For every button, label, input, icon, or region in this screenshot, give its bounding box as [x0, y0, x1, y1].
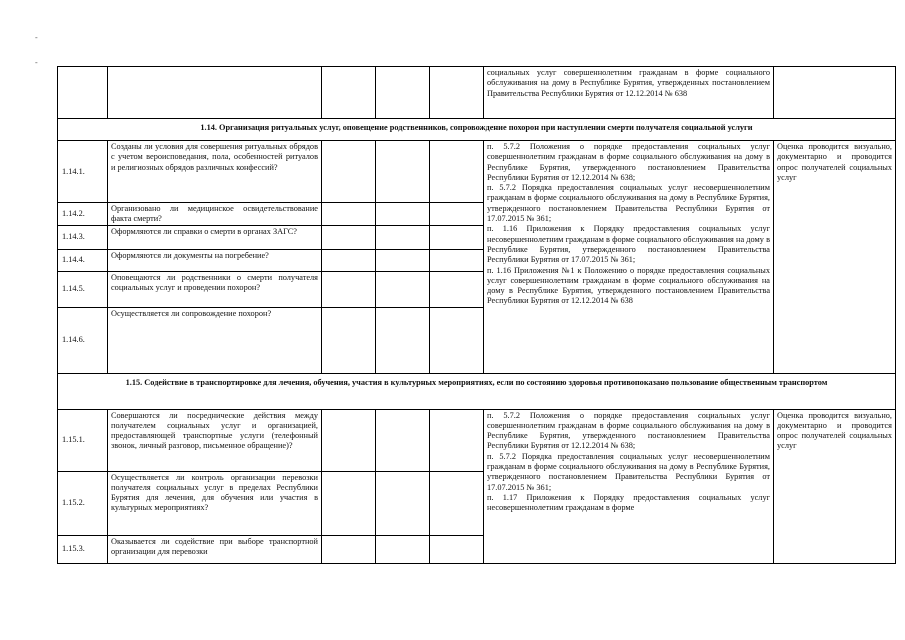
reference-item: п. 5.7.2 Порядка предоставления социальных услуг несовершеннолетним гражданам в форме социального обслуживания на дому в Республике Бурятия, утвержденного постановлением Правительства Республики Бурятия от 17.07.2015 № 361;	[487, 183, 770, 224]
reference-item: п. 1.17 Приложения к Порядку предоставления социальных услуг несовершеннолетним гражданам в форме	[487, 492, 770, 513]
row-number: 1.14.6.	[58, 307, 108, 373]
checklist-table	[57, 66, 896, 564]
row-number: 1.15.2.	[58, 471, 108, 535]
question-cell: Оповещаются ли родственники о смерти получателя социальных услуг и проведении похорон?	[108, 271, 322, 307]
section-title: 1.15. Содействие в транспортировке для лечения, обучения, участия в культурных мероприятиях, если по состоянию здоровья противопоказано пользование общественным транспортом	[58, 373, 896, 409]
question-cell: Оказывается ли содействие при выборе транспортной организации для перевозки	[108, 535, 322, 563]
section-header-row	[58, 119, 896, 141]
reference-item: п. 1.16 Приложения №1 к Положению о порядке предоставления социальных услуг совершеннолетним гражданам в форме социального обслуживания на дому в Республике Бурятия, утвержденного постановлением Правительства Республики Бурятия от 12.12.2014 № 638	[487, 265, 770, 306]
reference-cell: социальных услуг совершеннолетним гражданам в форме социального обслуживания на дому в Республике Бурятия, утвержденных постановлением Правительства Республики Бурятия от 12.12.2014 № 638	[484, 67, 774, 119]
section-header-row	[58, 373, 896, 409]
evaluation-cell: Оценка проводится визуально, документарно и проводится опрос получателей социальных услуг	[774, 141, 896, 374]
question-cell: Осуществляется ли сопровождение похорон?	[108, 307, 322, 373]
reference-cell	[484, 409, 774, 563]
question-cell: Совершаются ли посреднические действия между получателем социальных услуг и организацией, предоставляющей транспортные услуги (телефонный звонок, личный разговор, письменное обращение)?	[108, 409, 322, 471]
table-row	[58, 409, 896, 471]
question-cell: Созданы ли условия для совершения ритуальных обрядов с учетом вероисповедания, пола, особенностей ритуалов и религиозных обрядов различных конфессий?	[108, 141, 322, 203]
question-cell: Организовано ли медицинское освидетельствование факта смерти?	[108, 203, 322, 226]
reference-item: п. 1.16 Приложения к Порядку предоставления социальных услуг несовершеннолетним гражданам в форме социального обслуживания на дому в Республике Бурятия, утвержденного постановлением Правительства Республики Бурятия от 17.07.2015 № 361;	[487, 224, 770, 265]
reference-item: п. 5.7.2 Порядка предоставления социальных услуг несовершеннолетним гражданам в форме социального обслуживания на дому в Республике Бурятия, утвержденного постановлением Правительства Республики Бурятия от 17.07.2015 № 361;	[487, 451, 770, 492]
table-row	[58, 141, 896, 203]
reference-item: п. 5.7.2 Положения о порядке предоставления социальных услуг совершеннолетним гражданам в форме социального обслуживания на дому в Республике Бурятия, утвержденного постановлением Правительства Республики Бурятия от 12.12.2014 № 638;	[487, 142, 770, 182]
row-number: 1.14.1.	[58, 141, 108, 203]
row-number: 1.14.4.	[58, 249, 108, 271]
question-cell: Оформляются ли справки о смерти в органах ЗАГС?	[108, 225, 322, 249]
question-cell: Осуществляется ли контроль организации перевозки получателя социальных услуг в пределах Республики Бурятия для лечения, для обучения или участия в культурных мероприятиях?	[108, 471, 322, 535]
row-number: 1.14.2.	[58, 203, 108, 226]
row-number: 1.15.1.	[58, 409, 108, 471]
row-number: 1.15.3.	[58, 535, 108, 563]
table-row	[58, 67, 896, 119]
section-title: 1.14. Организация ритуальных услуг, оповещение родственников, сопровождение похорон при наступлении смерти получателя социальной услуги	[58, 119, 896, 141]
reference-item: п. 5.7.2 Положения о порядке предоставления социальных услуг совершеннолетним гражданам в форме социального обслуживания на дому в Республике Бурятия, утвержденного постановлением Правительства Республики Бурятия от 12.12.2014 № 638;	[487, 410, 770, 451]
corner-mark: -	[35, 58, 38, 67]
corner-mark: -	[35, 33, 38, 42]
question-cell: Оформляются ли документы на погребение?	[108, 249, 322, 271]
row-number: 1.14.3.	[58, 225, 108, 249]
reference-cell	[484, 141, 774, 374]
row-number: 1.14.5.	[58, 271, 108, 307]
evaluation-cell: Оценка проводится визуально, документарно и проводится опрос получателей социальных услуг	[774, 409, 896, 563]
